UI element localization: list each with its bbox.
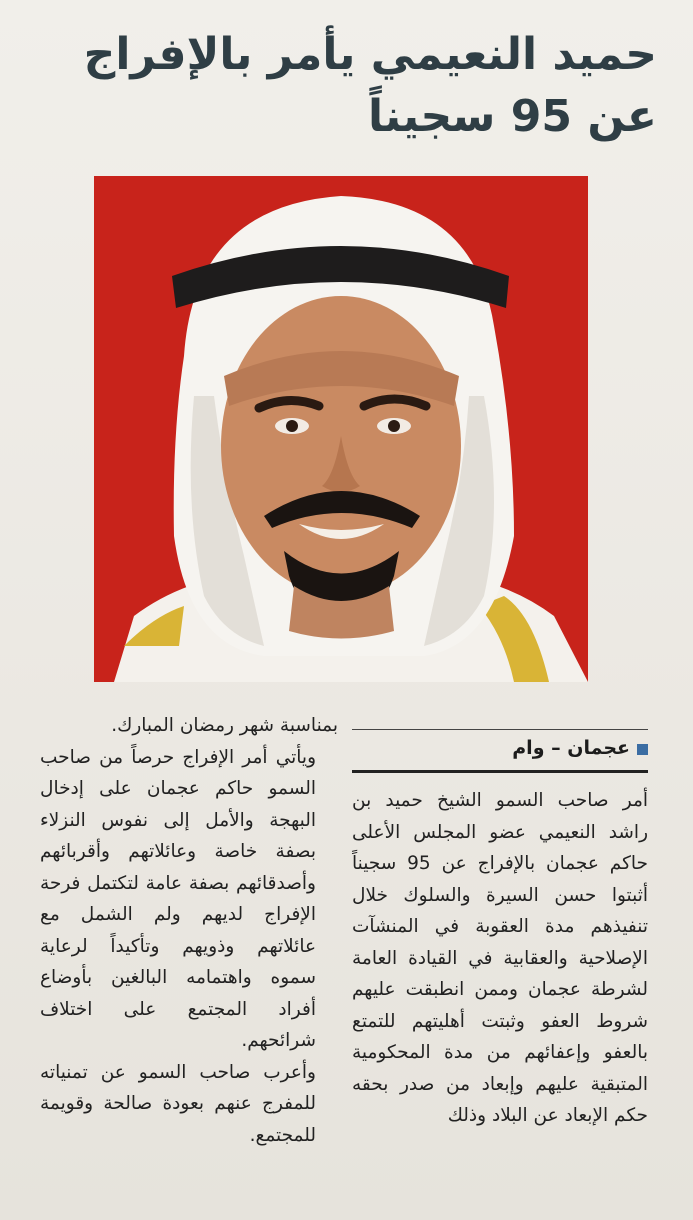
headline	[37, 24, 657, 148]
byline-bottom-rule	[352, 770, 648, 773]
paragraph: وأعرب صاحب السمو عن تمنياته للمفرج عنهم بعودة صالحة وقويمة للمجتمع.	[40, 1061, 316, 1146]
portrait-photo	[94, 176, 588, 682]
article-column-left	[40, 710, 338, 1151]
byline-text: عجمان – وام	[512, 737, 630, 759]
headline-line-1: حميد النعيمي يأمر بالإفراج	[83, 29, 657, 80]
portrait-illustration	[94, 176, 588, 682]
paragraph: بمناسبة شهر رمضان المبارك.	[111, 715, 338, 736]
paragraph: ويأتي أمر الإفراج حرصاً من صاحب السمو حاكم عجمان على إدخال البهجة والأمل إلى نفوس النزلاء بصفة خاصة وعائلاتهم وأقربائهم وأصدقائهم بصفة عامة لتكتمل فرحة الإفراج لديهم ولم الشمل مع عائلاتهم وذويهم وتأكيداً لرعاية سموه واهتمامه البالغين بأوضاع أفراد المجتمع على اختلاف شرائحهم.	[40, 746, 316, 1051]
headline-line-2: عن 95 سجيناً	[368, 91, 657, 142]
paragraph: أمر صاحب السمو الشيخ حميد بن راشد النعيمي عضو المجلس الأعلى حاكم عجمان بالإفراج عن 95 سجيناً أثبتوا حسن السيرة والسلوك خلال تنفيذهم مدة العقوبة في المنشآت الإصلاحية والعقابية في القيادة العامة لشرطة عجمان وممن انطبقت عليهم شروط العفو وثبتت أهليتهم للتمتع بالعفو وإعفائهم من مدة المحكومية المتبقية عليهم وإبعاد من صدر بحقه حكم الإبعاد عن البلاد وذلك	[352, 790, 648, 1126]
square-bullet-icon	[637, 744, 648, 755]
article-column-right	[352, 785, 648, 1132]
byline-top-rule	[352, 729, 648, 730]
byline	[352, 729, 648, 773]
